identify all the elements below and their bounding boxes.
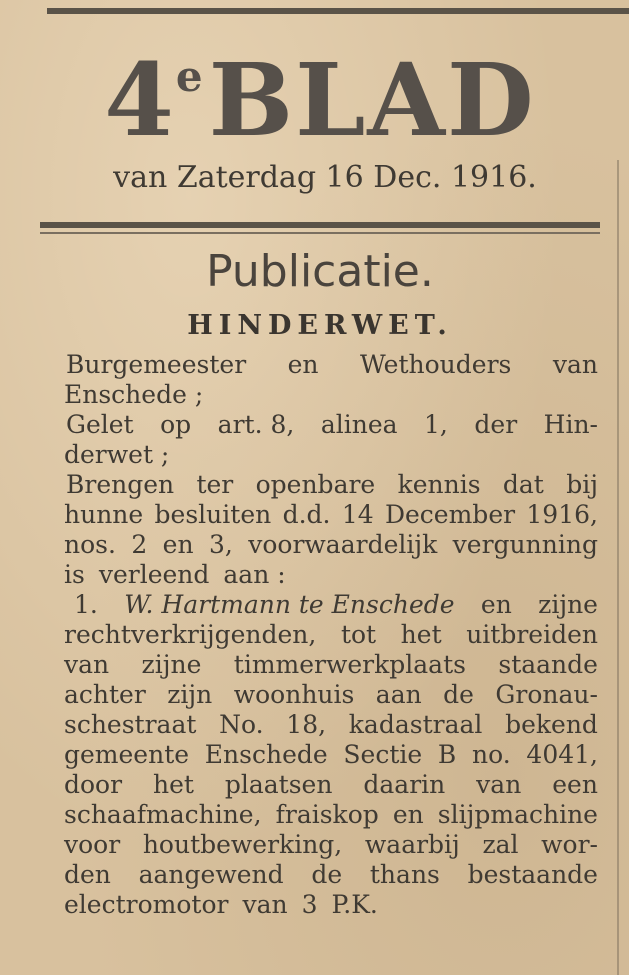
text-line: door het plaatsen daarin van een [64, 770, 598, 799]
text-line: 1. W. Hartmann te Enschede en zijne [74, 590, 598, 619]
article-body [66, 350, 598, 920]
text-line: hunne besluiten d.d. 14 December 1916, [64, 500, 598, 529]
masthead-word: BLAD [208, 41, 536, 159]
masthead [60, 22, 580, 159]
text-line: den aangewend de thans bestaande [64, 860, 598, 889]
text-line: achter zijn woonhuis aan de Gronau- [64, 680, 598, 709]
column-edge [617, 160, 619, 975]
section-rule-thin [40, 232, 600, 234]
dateline: van Zaterdag 16 Dec. 1916. [113, 160, 537, 195]
masthead-superscript: e [175, 52, 203, 101]
text-line: Burgemeester en Wethouders van [66, 350, 598, 379]
text-line: derwet ; [64, 440, 170, 469]
text-line: nos. 2 en 3, voorwaardelijk vergunning [64, 530, 598, 559]
text-line: electromotor van 3 P.K. [64, 890, 378, 919]
publication-title: Publicatie. [206, 246, 434, 297]
text-line: voor houtbewerking, waarbij zal wor- [64, 830, 598, 859]
text-line: schaafmachine, fraiskop en slijpmachine [64, 800, 598, 829]
text-line: Brengen ter openbare kennis dat bij [66, 470, 598, 499]
text-line: Enschede ; [64, 380, 204, 409]
text-line: schestraat No. 18, kadastraal bekend [64, 710, 598, 739]
text-line: rechtverkrijgenden, tot het uitbreiden [64, 620, 598, 649]
masthead-number: 4 [104, 41, 176, 159]
text-line: is verleend aan : [64, 560, 286, 589]
text-line: van zijne timmerwerkplaats staande [64, 650, 598, 679]
top-rule [47, 8, 629, 14]
text-line: gemeente Enschede Sectie B no. 4041, [64, 740, 598, 769]
publication-subtitle: HINDERWET. [187, 310, 453, 341]
section-rule [40, 222, 600, 228]
text-line: Gelet op art. 8, alinea 1, der Hin- [66, 410, 598, 439]
